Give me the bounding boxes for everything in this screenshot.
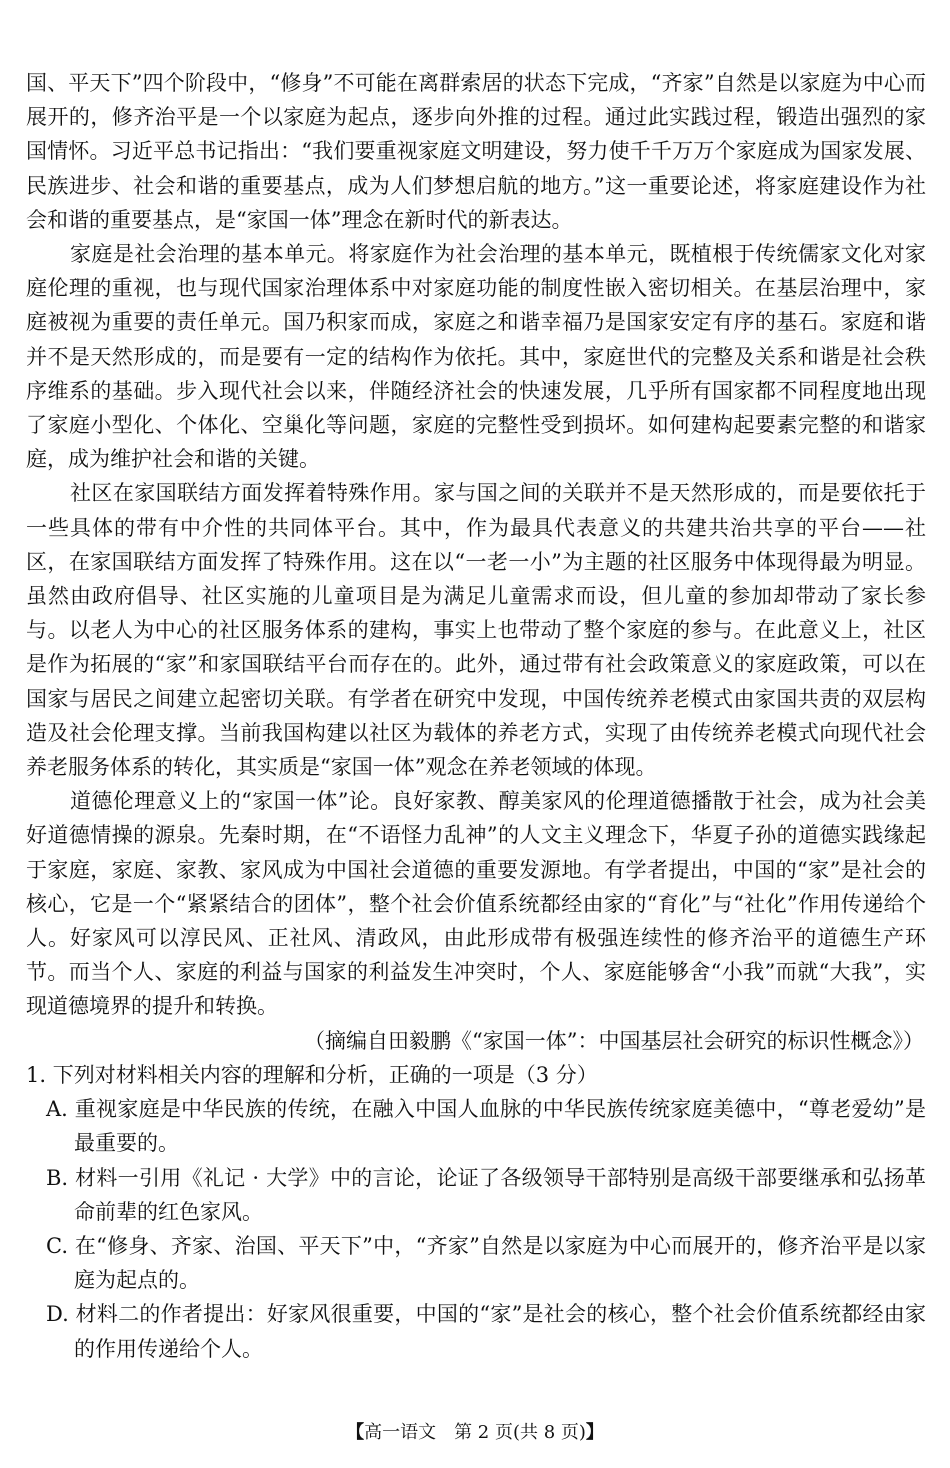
footer-right-bracket: 】 — [585, 1422, 604, 1443]
document-body — [26, 66, 926, 1366]
paragraph-continued: 国、平天下”四个阶段中，“修身”不可能在离群索居的状态下完成，“齐家”自然是以家庭为中心而展开的，修齐治平是一个以家庭为起点，逐步向外推的过程。通过此实践过程，锻造出强烈的家国情怀。习近平总书记指出：“我们要重视家庭文明建设，努力使千千万万个家庭成为国家发展、民族进步、社会和谐的重要基点，成为人们梦想启航的地方。”这一重要论述，将家庭建设作为社会和谐的重要基点，是“家国一体”理念在新时代的新表达。 — [26, 71, 926, 232]
option-c: C. 在“修身、齐家、治国、平天下”中，“齐家”自然是以家庭为中心而展开的，修齐治平是以家庭为起点的。 — [46, 1233, 926, 1293]
page-footer — [0, 1418, 950, 1444]
paragraph-family-governance: 家庭是社会治理的基本单元。将家庭作为社会治理的基本单元，既植根于传统儒家文化对家庭伦理的重视，也与现代国家治理体系中对家庭功能的制度性嵌入密切相关。在基层治理中，家庭被视为重要的责任单元。国乃积家而成，家庭之和谐幸福乃是国家安定有序的基石。家庭和谐并不是天然形成的，而是要有一定的结构作为依托。其中，家庭世代的完整及关系和谐是社会秩序维系的基础。步入现代社会以来，伴随经济社会的快速发展，几乎所有国家都不同程度地出现了家庭小型化、个体化、空巢化等问题，家庭的完整性受到损坏。如何建构起要素完整的和谐家庭，成为维护社会和谐的关键。 — [26, 242, 926, 472]
option-b: B. 材料一引用《礼记 · 大学》中的言论，论证了各级领导干部特别是高级干部要继承和弘扬革命前辈的红色家风。 — [46, 1165, 926, 1224]
source-citation: （摘编自田毅鹏《“家国一体”：中国基层社会研究的标识性概念》） — [304, 1028, 924, 1053]
footer-left-bracket: 【 — [346, 1422, 365, 1443]
question-stem: 1. 下列对材料相关内容的理解和分析，正确的一项是（3 分） — [26, 1062, 598, 1087]
paragraph-moral-ethics: 道德伦理意义上的“家国一体”论。良好家教、醇美家风的伦理道德播散于社会，成为社会美好道德情操的源泉。先秦时期，在“不语怪力乱神”的人文主义理念下，华夏子孙的道德实践缘起于家庭，家庭、家教、家风成为中国社会道德的重要发源地。有学者提出，中国的“家”是社会的核心，它是一个“紧紧结合的团体”，整个社会价值系统都经由家的“育化”与“社化”作用传递给个人。好家风可以淳民风、正社风、清政风，由此形成带有极强连续性的修齐治平的道德生产环节。而当个人、家庭的利益与国家的利益发生冲突时，个人、家庭能够舍“小我”而就“大我”，实现道德境界的提升和转换。 — [26, 789, 926, 1019]
paragraph-community: 社区在家国联结方面发挥着特殊作用。家与国之间的关联并不是天然形成的，而是要依托于一些具体的带有中介性的共同体平台。其中，作为最具代表意义的共建共治共享的平台——社区，在家国联结方面发挥了特殊作用。这在以“一老一小”为主题的社区服务中体现得最为明显。虽然由政府倡导、社区实施的儿童项目是为满足儿童需求而设，但儿童的参加却带动了家长参与。以老人为中心的社区服务体系的建构，事实上也带动了整个家庭的参与。在此意义上，社区是作为拓展的“家”和家国联结平台而存在的。此外，通过带有社会政策意义的家庭政策，可以在国家与居民之间建立起密切关联。有学者在研究中发现，中国传统养老模式由家国共责的双层构造及社会伦理支撑。当前我国构建以社区为载体的养老方式，实现了由传统养老模式向现代社会养老服务体系的转化，其实质是“家国一体”观念在养老领域的体现。 — [26, 481, 926, 780]
option-d: D. 材料二的作者提出：好家风很重要，中国的“家”是社会的核心，整个社会价值系统都经由家的作用传递给个人。 — [46, 1302, 926, 1361]
option-a: A. 重视家庭是中华民族的传统，在融入中国人血脉的中华民族传统家庭美德中，“尊老爱幼”是最重要的。 — [46, 1097, 926, 1156]
footer-text: 高一语文 第 2 页(共 8 页) — [364, 1422, 586, 1443]
